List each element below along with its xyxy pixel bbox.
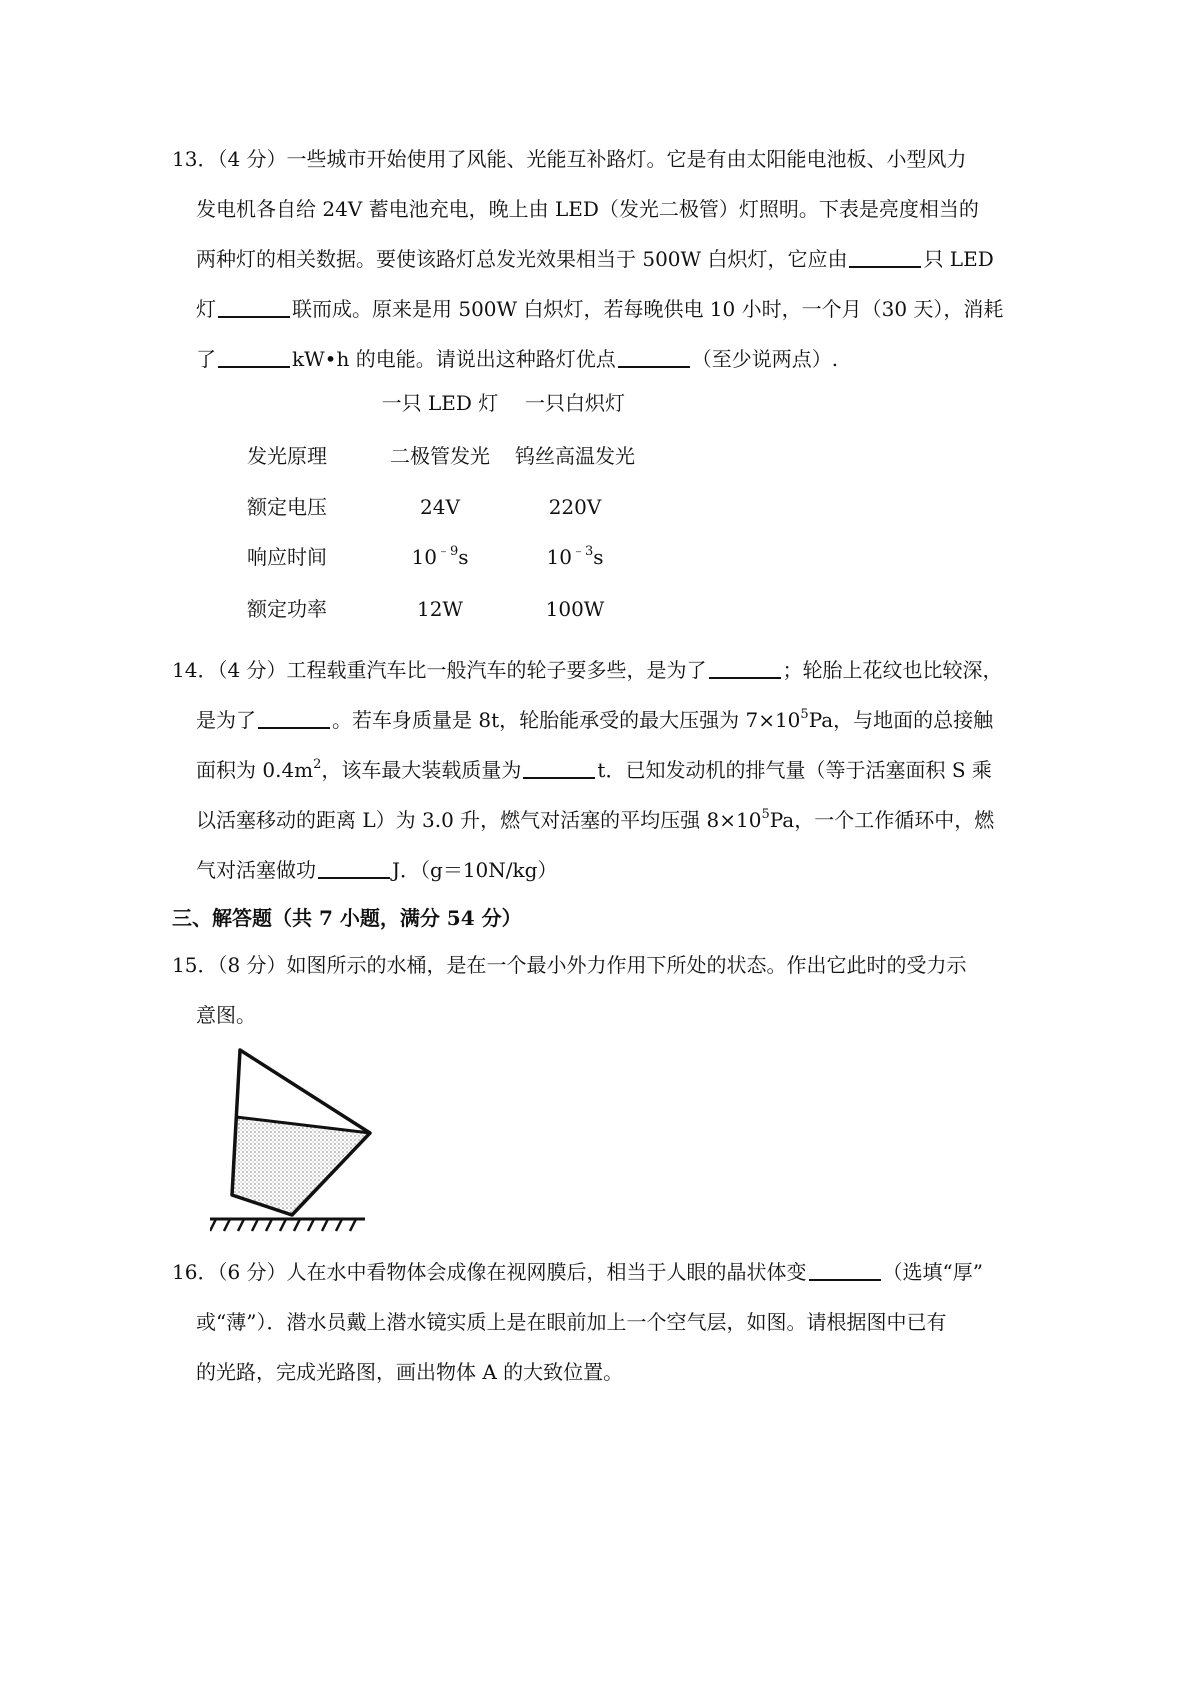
q14-text-2a: 是为了 (196, 708, 256, 732)
exponent: 2 (313, 757, 322, 772)
q13-text-5c: （至少说两点）. (691, 347, 839, 371)
answer-blank[interactable] (258, 705, 330, 729)
q14-text-4b: Pa，一个工作循环中，燃 (769, 808, 995, 832)
q14-text-2b: 。若车身质量是 8t，轮胎能承受的最大压强为 7×10 (332, 708, 801, 732)
q13-text-5b: kW•h 的电能。请说出这种路灯优点 (292, 347, 616, 371)
q14-text-5a: 气对活塞做功 (196, 858, 316, 882)
table-row-label: 额定电压 (247, 495, 327, 519)
q16-text-1a: 16．（6 分）人在水中看物体会成像在视网膜后，相当于人眼的晶状体变 (172, 1260, 807, 1284)
answer-blank[interactable] (809, 1257, 881, 1281)
q13-text-3: 两种灯的相关数据。要使该路灯总发光效果相当于 500W 白炽灯，它应由 (196, 247, 848, 271)
section-heading: 三、解答题（共 7 小题，满分 54 分） (172, 906, 522, 930)
q15-text-1: 15．（8 分）如图所示的水桶，是在一个最小外力作用下所处的状态。作出它此时的受力示 (172, 953, 967, 977)
table-cell: 220V (548, 495, 602, 519)
ground-hatching (210, 1219, 356, 1231)
value-base: 10 (411, 545, 437, 569)
table-cell: 12W (416, 597, 463, 621)
q13-line-1 (172, 144, 967, 174)
answer-blank[interactable] (849, 244, 921, 268)
q13-text-4a: 灯 (196, 297, 216, 321)
q14-text-3b: ，该车最大装载质量为 (321, 758, 522, 782)
table-row-label: 响应时间 (247, 545, 327, 569)
q16-line-3 (196, 1357, 623, 1387)
water-bucket-figure (210, 1035, 410, 1240)
q14-text-2c: Pa，与地面的总接触 (808, 708, 994, 732)
table-cell: 钨丝高温发光 (515, 444, 635, 468)
q13-line-2 (196, 194, 979, 224)
q16-text-1b: （选填“厚” (882, 1260, 983, 1284)
value-exponent: ﹣9 (436, 544, 459, 559)
q14-text-1a: 14．（4 分）工程载重汽车比一般汽车的轮子要多些，是为了 (172, 658, 707, 682)
answer-blank[interactable] (218, 294, 290, 318)
q14-text-5b: J．（g＝10N/kg） (392, 858, 558, 882)
q13-line-5 (196, 344, 838, 374)
q13-text-3b: 只 LED (923, 247, 994, 271)
q14-line-4 (196, 805, 994, 835)
table-cell: 24V (420, 495, 460, 519)
table-cell (375, 542, 505, 572)
q14-line-2 (196, 705, 993, 735)
answer-blank[interactable] (709, 655, 781, 679)
answer-blank[interactable] (618, 344, 690, 368)
q14-line-1 (172, 655, 1003, 685)
q14-text-3c: t．已知发动机的排气量（等于活塞面积 S 乘 (597, 758, 992, 782)
q13-text-5a: 了 (196, 347, 216, 371)
q13-text-4b: 联而成。原来是用 500W 白炽灯，若每晚供电 10 小时，一个月（30 天），消耗 (292, 297, 1004, 321)
q16-text-3: 的光路，完成光路图，画出物体 A 的大致位置。 (196, 1360, 624, 1384)
q16-line-1 (172, 1257, 983, 1287)
answer-blank[interactable] (523, 755, 595, 779)
exponent: 5 (800, 707, 809, 722)
value-unit: s (458, 545, 469, 569)
q13-text-2: 发电机各自给 24V 蓄电池充电，晚上由 LED（发光二极管）灯照明。下表是亮度相当的 (196, 197, 979, 221)
value-exponent: ﹣3 (571, 544, 594, 559)
q13-line-3 (196, 244, 994, 274)
table-cell (505, 542, 645, 572)
q14-text-3a: 面积为 0.4m (196, 758, 314, 782)
q16-text-2: 或“薄”）．潜水员戴上潜水镜实质上是在眼前加上一个空气层，如图。请根据图中已有 (196, 1310, 947, 1334)
table-header-incandescent: 一只白炽灯 (525, 391, 625, 415)
q14-text-4a: 以活塞移动的距离 L）为 3.0 升，燃气对活塞的平均压强 8×10 (196, 808, 762, 832)
q14-line-5 (196, 855, 557, 885)
q15-text-2: 意图。 (196, 1003, 256, 1027)
answer-blank[interactable] (318, 855, 390, 879)
q14-line-3 (196, 755, 992, 785)
value-base: 10 (546, 545, 572, 569)
table-cell: 100W (545, 597, 605, 621)
table-header-led: 一只 LED 灯 (381, 391, 499, 415)
table-cell: 二极管发光 (390, 444, 490, 468)
q16-line-2 (196, 1307, 946, 1337)
value-unit: s (593, 545, 604, 569)
q15-line-2 (196, 1000, 256, 1030)
answer-blank[interactable] (218, 344, 290, 368)
table-row-label: 发光原理 (247, 444, 327, 468)
q14-text-1b: ；轮胎上花纹也比较深， (782, 658, 1003, 682)
q13-line-4 (196, 294, 1003, 324)
q13-text-1: 13．（4 分）一些城市开始使用了风能、光能互补路灯。它是有由太阳能电池板、小型风力 (172, 147, 967, 171)
bucket (232, 1050, 370, 1215)
ground (210, 1219, 365, 1231)
table-row-label: 额定功率 (247, 597, 327, 621)
exponent: 5 (761, 807, 770, 822)
q15-line-1 (172, 950, 967, 980)
